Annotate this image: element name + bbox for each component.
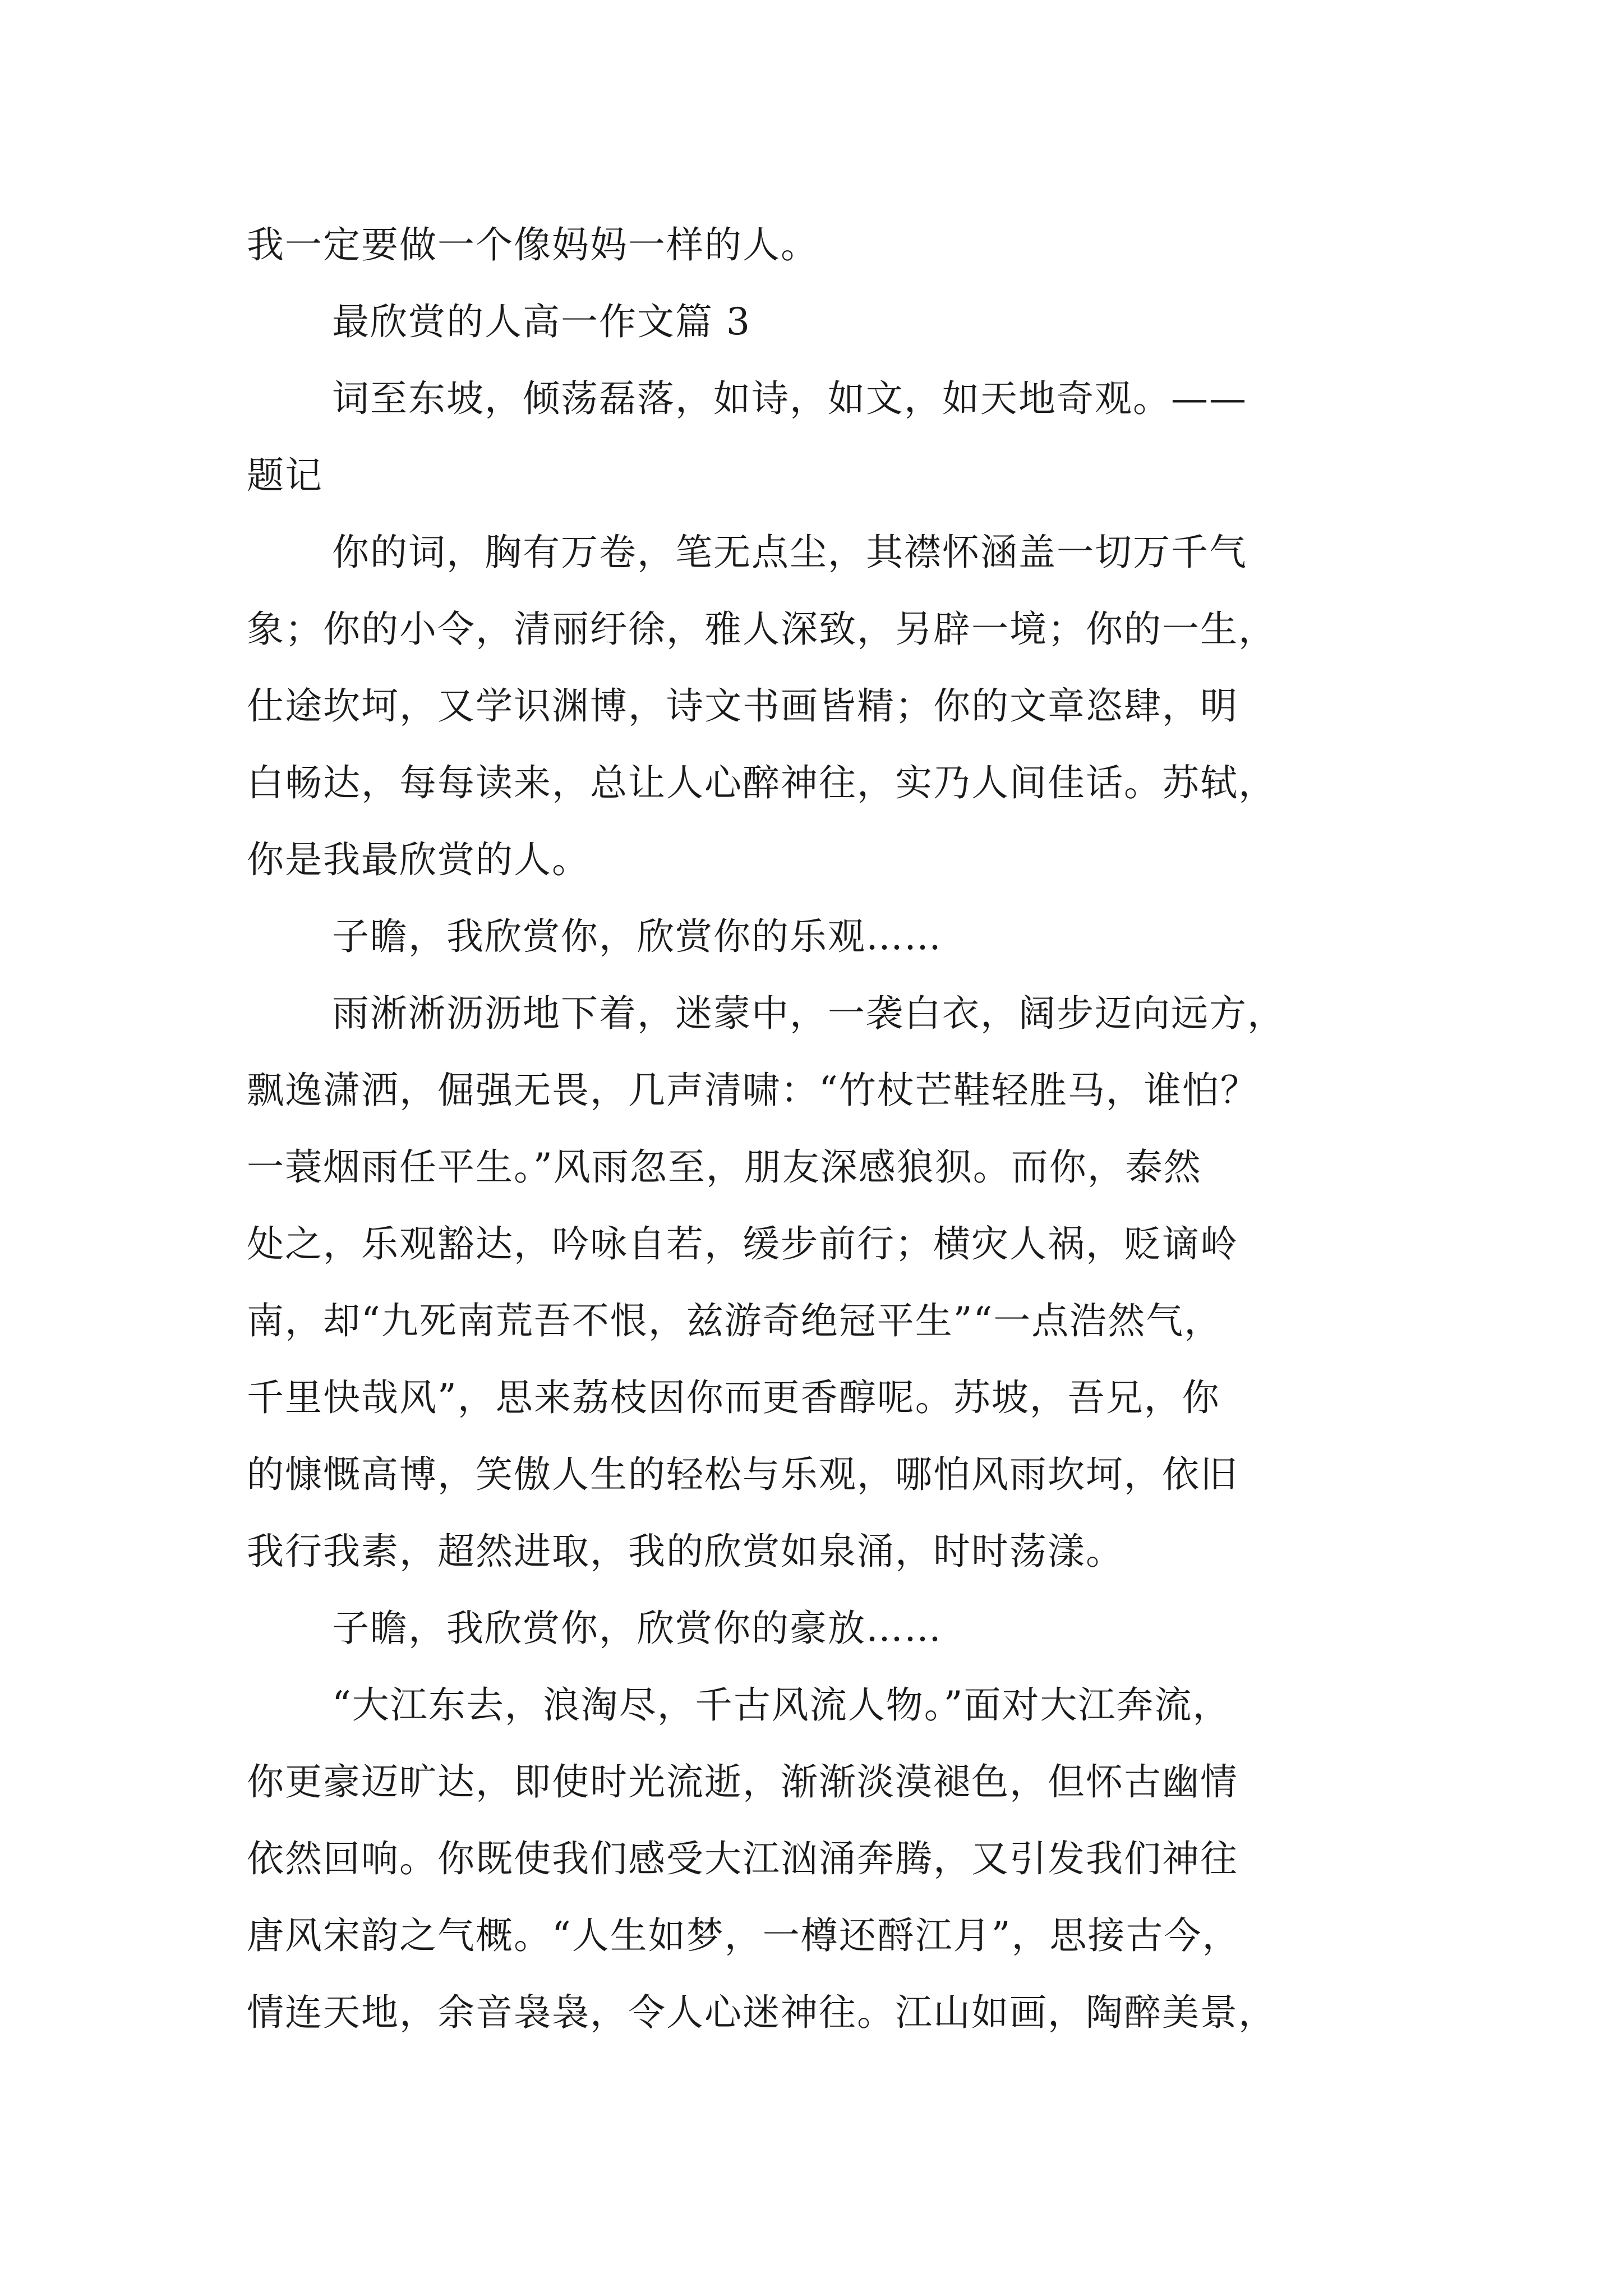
text-line: 你是我最欣赏的人。 — [247, 838, 590, 881]
text-line: 飘逸潇洒，倔强无畏，几声清啸：“竹杖芒鞋轻胜马，谁怕？ — [247, 1069, 1258, 1112]
text-line: 你更豪迈旷达，即使时光流逝，渐渐淡漠褪色，但怀古幽情 — [247, 1760, 1238, 1803]
text-line: 唐风宋韵之气概。“人生如梦，一樽还酹江月”，思接古今， — [247, 1914, 1241, 1957]
text-line: 依然回响。你既使我们感受大江汹涌奔腾，又引发我们神往 — [247, 1837, 1238, 1880]
text-line: 的慷慨高博，笑傲人生的轻松与乐观，哪怕风雨坎坷，依旧 — [247, 1453, 1238, 1496]
text-line: 最欣赏的人高一作文篇 3 — [332, 300, 751, 343]
text-line: 仕途坎坷，又学识渊博，诗文书画皆精；你的文章恣肆，明 — [247, 684, 1238, 728]
text-line: 象；你的小令，清丽纡徐，雅人深致，另辟一境；你的一生， — [247, 608, 1276, 651]
document-body — [247, 206, 1374, 2051]
text-line: 子瞻，我欣赏你，欣赏你的乐观…… — [332, 915, 942, 958]
text-line: 白畅达，每每读来，总让人心醉神往，实乃人间佳话。苏轼， — [247, 761, 1276, 804]
text-line: 我行我素，超然进取，我的欣赏如泉涌，时时荡漾。 — [247, 1530, 1124, 1573]
text-line: 子瞻，我欣赏你，欣赏你的豪放…… — [332, 1607, 942, 1650]
document-page — [247, 206, 1374, 2051]
text-line: “大江东去，浪淘尽，千古风流人物。”面对大江奔流， — [332, 1683, 1231, 1727]
text-line: 你的词，胸有万卷，笔无点尘，其襟怀涵盖一切万千气 — [332, 531, 1247, 574]
text-line: 处之，乐观豁达，吟咏自若，缓步前行；横灾人祸，贬谪岭 — [247, 1222, 1238, 1266]
text-line: 词至东坡，倾荡磊落，如诗，如文，如天地奇观。—— — [332, 377, 1247, 420]
text-line: 情连天地，余音袅袅，令人心迷神往。江山如画，陶醉美景， — [247, 1991, 1276, 2034]
text-line: 题记 — [247, 454, 323, 497]
text-line: 南，却“九死南荒吾不恨，兹游奇绝冠平生”“一点浩然气， — [247, 1299, 1223, 1342]
text-line: 雨淅淅沥沥地下着，迷蒙中，一袭白衣，阔步迈向远方， — [332, 992, 1285, 1035]
text-line: 我一定要做一个像妈妈一样的人。 — [247, 223, 819, 266]
text-line: 一蓑烟雨任平生。”风雨忽至，朋友深感狼狈。而你，泰然 — [247, 1145, 1202, 1189]
text-line: 千里快哉风”，思来荔枝因你而更香醇呢。苏坡，吾兄，你 — [247, 1376, 1220, 1419]
